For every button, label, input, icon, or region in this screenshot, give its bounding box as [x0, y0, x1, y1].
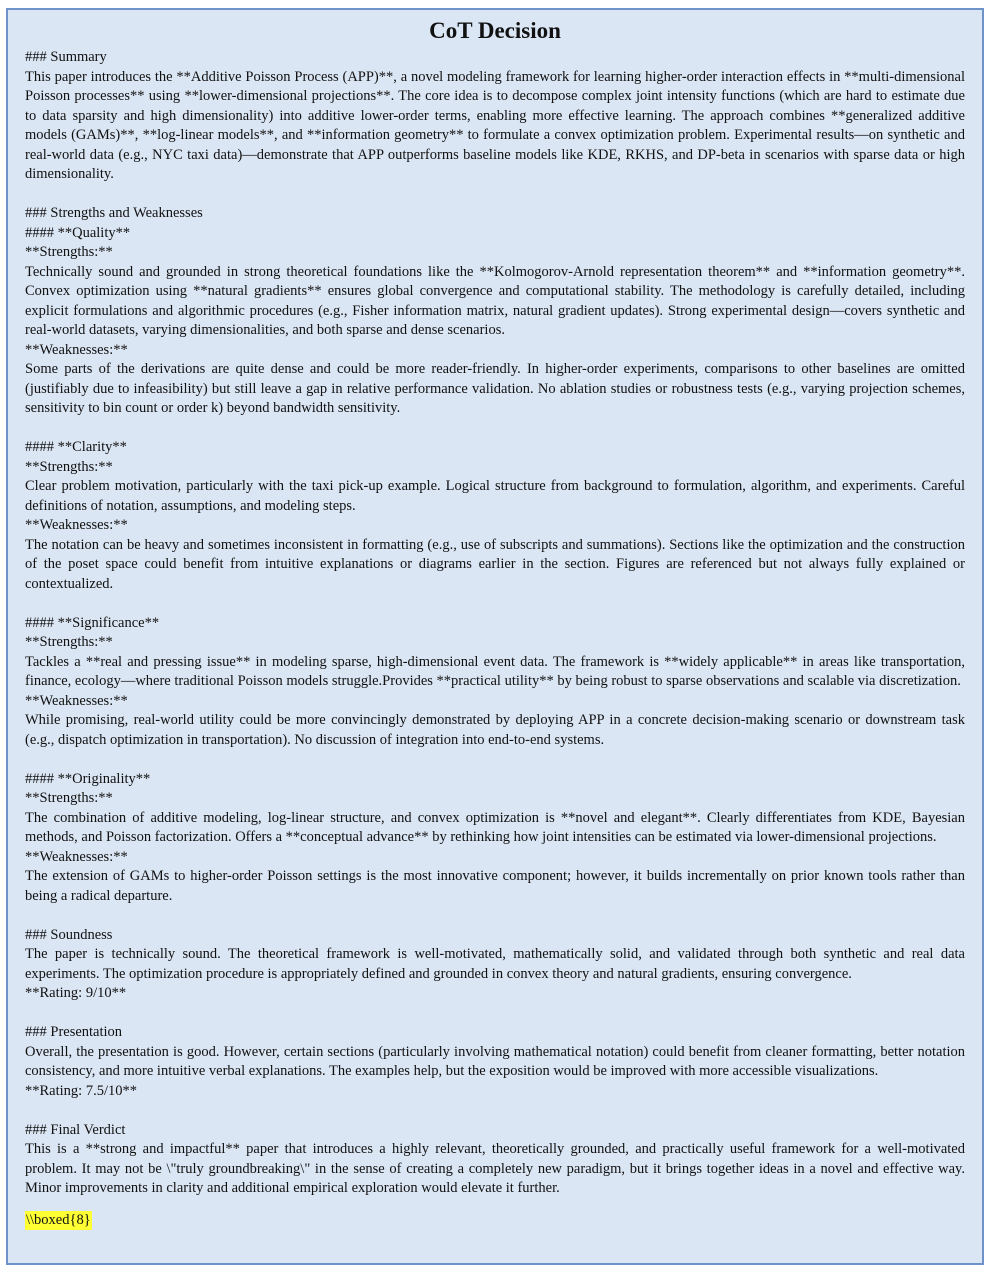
clarity-weaknesses-label: **Weaknesses:** [25, 517, 128, 533]
summary-heading: ### Summary [25, 49, 107, 65]
quality-strengths-label: **Strengths:** [25, 244, 113, 260]
clarity-strengths-text: Clear problem motivation, particularly with the taxi pick-up example. Logical structure from background to formulation, algorithm, and experiments. Careful definitions of notation, assumptions, and modeling steps. [25, 478, 965, 514]
final-verdict-text: This is a **strong and impactful** paper that introduces a highly relevant, theoretically grounded, and practically useful framework for a well-motivated problem. It may not be \"truly groundbreaking\" in the sense of creating a completely new paradigm, but it brings together ideas in a novel and effective way. Minor improvements in clarity and additional empirical exploration would elevate it further. [25, 1141, 965, 1196]
spacer [25, 906, 965, 926]
spacer [25, 185, 965, 205]
spacer [25, 1101, 965, 1121]
clarity-strengths-label: **Strengths:** [25, 458, 113, 475]
spacer [25, 594, 965, 614]
clarity-weaknesses-text: The notation can be heavy and sometimes inconsistent in formatting (e.g., use of subscripts and summations). Sections like the optimization and the construction of the poset space could benefit from intuitive explanations or diagrams earlier in the section. Figures are referenced but not always fully explained or contextualized. [25, 536, 965, 592]
originality-heading: #### **Originality** [25, 770, 151, 787]
originality-weaknesses-label: **Weaknesses:** [25, 848, 128, 865]
quality-strengths-text: Technically sound and grounded in strong theoretical foundations like the **Kolmogorov-Arnold representation theorem** and **information geometry**. Convex optimization using **natural gradients** ensures global convergence and computational stability. The methodology is carefully detailed, including explicit formulations and algorithmic procedures (e.g., Fisher information matrix, natural gradient updates). Strong experimental design—covers synthetic and real-world datasets, varying dimensionalities, and both sparse and dense scenarios. [25, 263, 965, 338]
presentation-rating: **Rating: 7.5/10** [25, 1082, 137, 1099]
originality-weaknesses-text: The extension of GAMs to higher-order Poisson settings is the most innovative component; however, it builds incrementally on prior known tools rather than being a radical departure. [25, 868, 965, 904]
cot-decision-panel [6, 8, 984, 1265]
quality-weaknesses-text: Some parts of the derivations are quite dense and could be more reader-friendly. In higher-order experiments, comparisons to other baselines are omitted (justifiably due to infeasibility) but still leave a gap in relative performance validation. No ablation studies or robustness tests (e.g., varying projection schemes, sensitivity to bin count or order k) beyond bandwidth sensitivity. [25, 361, 965, 416]
spacer [25, 1004, 965, 1024]
originality-strengths-text: The combination of additive modeling, log-linear structure, and convex optimization is **novel and elegant**. Clearly differentiates from KDE, Bayesian methods, and Poisson factorization. Offers a **conceptual advance** by rethinking how joint intensities can be estimated via lower-dimensional projections. [25, 809, 965, 845]
significance-strengths-text: Tackles a **real and pressing issue** in modeling sparse, high-dimensional event data. The framework is **widely applicable** in areas like transportation, finance, ecology—where traditional Poisson models struggle.Provides **practical utility** by being robust to sparse observations and scalable via discretization. [25, 653, 965, 689]
summary-text: This paper introduces the **Additive Poisson Process (APP)**, a novel modeling framework for learning higher-order interaction effects in **multi-dimensional Poisson processes** using **lower-dimensional projections**. The core idea is to decompose complex joint intensity functions (which are hard to estimate due to data sparsity and high dimensionality) into additive lower-order terms, enabling more effective learning. The approach combines **generalized additive models (GAMs)**, **log-linear models**, and **information geometry** to formulate a convex optimization problem. Experimental results—on synthetic and real-world data (e.g., NYC taxi data)—demonstrate that APP outperforms baseline models like KDE, RKHS, and DP-beta in scenarios with sparse data or high dimensionality. [25, 68, 965, 182]
quality-weaknesses-label: **Weaknesses:** [25, 341, 128, 358]
presentation-text: Overall, the presentation is good. However, certain sections (particularly involving mathematical notation) could benefit from cleaner formatting, better notation consistency, and more intuitive verbal explanations. The examples help, but the exposition would be improved with more accessible visualizations. [25, 1043, 965, 1079]
page-title: CoT Decision [429, 18, 561, 43]
significance-strengths-label: **Strengths:** [25, 634, 113, 650]
boxed-score: \\boxed{8} [25, 1211, 92, 1231]
significance-weaknesses-label: **Weaknesses:** [25, 692, 128, 709]
significance-weaknesses-text: While promising, real-world utility could be more convincingly demonstrated by deploying APP in a concrete decision-making scenario or downstream task (e.g., dispatch optimization in transportation). No discussion of integration into end-to-end systems. [25, 712, 965, 748]
clarity-heading: #### **Clarity** [25, 439, 127, 455]
presentation-heading: ### Presentation [25, 1024, 123, 1040]
strengths-weaknesses-heading: ### Strengths and Weaknesses [25, 205, 203, 221]
quality-heading: #### **Quality** [25, 224, 131, 241]
final-verdict-heading: ### Final Verdict [25, 1121, 126, 1138]
significance-heading: #### **Significance** [25, 614, 160, 631]
originality-strengths-label: **Strengths:** [25, 790, 113, 806]
spacer [25, 750, 965, 770]
soundness-text: The paper is technically sound. The theoretical framework is well-motivated, mathematically solid, and validated through both synthetic and real data experiments. The optimization procedure is appropriately defined and grounded in convex theory and natural gradients, ensuring convergence. [25, 946, 965, 982]
review-content [25, 48, 965, 1230]
soundness-heading: ### Soundness [25, 926, 113, 943]
spacer [25, 419, 965, 439]
soundness-rating: **Rating: 9/10** [25, 985, 127, 1001]
